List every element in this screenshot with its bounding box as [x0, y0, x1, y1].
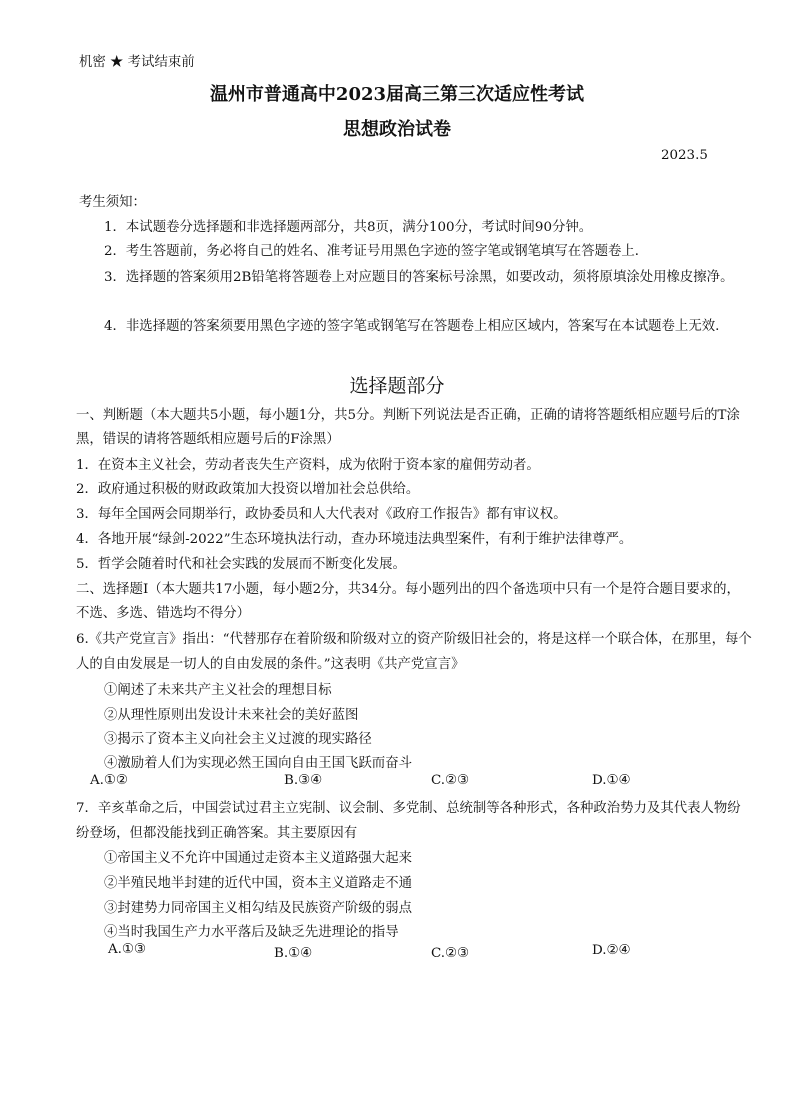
confidential-label: 机密 ★ 考试结束前 — [79, 55, 195, 70]
q7-choice-c: C.②③ — [431, 946, 470, 961]
q7-choice-a: A.①③ — [108, 942, 146, 957]
q7-option-4: ④当时我国生产力水平落后及缺乏先进理论的指导 — [104, 925, 399, 940]
q7-stem: 7．辛亥革命之后，中国尝试过君主立宪制、议会制、多党制、总统制等各种形式，各种政治势力及其代表人物纷纷登场，但都没能找到正确答案。其主要原因有 — [76, 801, 741, 841]
exam-subtitle: 思想政治试卷 — [343, 119, 451, 140]
judge-item-5: 5．哲学会随着时代和社会实践的发展而不断变化发展。 — [76, 557, 406, 572]
section-title: 选择题部分 — [349, 375, 445, 397]
q7-choice-b: B.①④ — [274, 946, 313, 961]
part2-heading: 二、选择题Ⅰ（本大题共17小题，每小题2分，共34分。每小题列出的四个备选项中只有一个是符合题目要求的，不选、多选、错选均不得分） — [76, 582, 740, 621]
exam-title: 温州市普通高中2023届高三第三次适应性考试 — [209, 84, 585, 105]
notice-item-4: 4．非选择题的答案须要用黑色字迹的签字笔或钢笔写在答题卷上相应区域内，答案写在本试题卷上无效. — [104, 319, 720, 334]
q7-option-1: ①帝国主义不允许中国通过走资本主义道路强大起来 — [104, 851, 412, 866]
q6-option-1: ①阐述了未来共产主义社会的理想目标 — [104, 683, 332, 698]
judge-item-2: 2．政府通过积极的财政政策加大投资以增加社会总供给。 — [76, 482, 420, 497]
part1-heading: 一、判断题（本大题共5小题，每小题1分，共5分。判断下列说法是否正确，正确的请将答题纸相应题号后的T涂黑，错误的请将答题纸相应题号后的F涂黑） — [76, 408, 740, 447]
judge-item-3: 3．每年全国两会同期举行，政协委员和人大代表对《政府工作报告》都有审议权。 — [76, 507, 567, 522]
q6-choice-c: C.②③ — [431, 773, 470, 788]
q7-choice-d: D.②④ — [592, 943, 631, 958]
q6-choice-d: D.①④ — [592, 773, 631, 788]
q6-choice-b: B.③④ — [284, 773, 323, 788]
notice-item-3: 3．选择题的答案须用2B铅笔将答题卷上对应题目的答案标号涂黑，如要改动，须将原填涂处用橡皮擦净。 — [104, 270, 734, 285]
judge-item-4: 4．各地开展“绿剑-2022”生态环境执法行动，查办环境违法典型案件，有利于维护法律尊严。 — [76, 532, 633, 547]
q6-option-4: ④激励着人们为实现必然王国向自由王国飞跃而奋斗 — [104, 756, 412, 771]
q6-option-3: ③揭示了资本主义向社会主义过渡的现实路径 — [104, 732, 372, 747]
q7-option-2: ②半殖民地半封建的近代中国，资本主义道路走不通 — [104, 876, 412, 891]
q7-option-3: ③封建势力同帝国主义相勾结及民族资产阶级的弱点 — [104, 901, 412, 916]
notice-heading: 考生须知： — [79, 195, 146, 210]
exam-date: 2023.5 — [661, 148, 708, 163]
notice-item-2: 2．考生答题前，务必将自己的姓名、准考证号用黑色字迹的签字笔或钢笔填写在答题卷上． — [104, 244, 649, 259]
q6-stem: 6.《共产党宣言》指出：“代替那存在着阶级和阶级对立的资产阶级旧社会的，将是这样一个联合体，在那里，每个人的自由发展是一切人的自由发展的条件。”这表明《共产党宣言》 — [76, 632, 752, 672]
notice-item-1: 1．本试题卷分选择题和非选择题两部分，共8页，满分100分，考试时间90分钟。 — [104, 220, 593, 235]
q6-option-2: ②从理性原则出发设计未来社会的美好蓝图 — [104, 708, 359, 723]
judge-item-1: 1．在资本主义社会，劳动者丧失生产资料，成为依附于资本家的雇佣劳动者。 — [76, 458, 540, 473]
q6-choice-a: A.①② — [90, 773, 128, 788]
